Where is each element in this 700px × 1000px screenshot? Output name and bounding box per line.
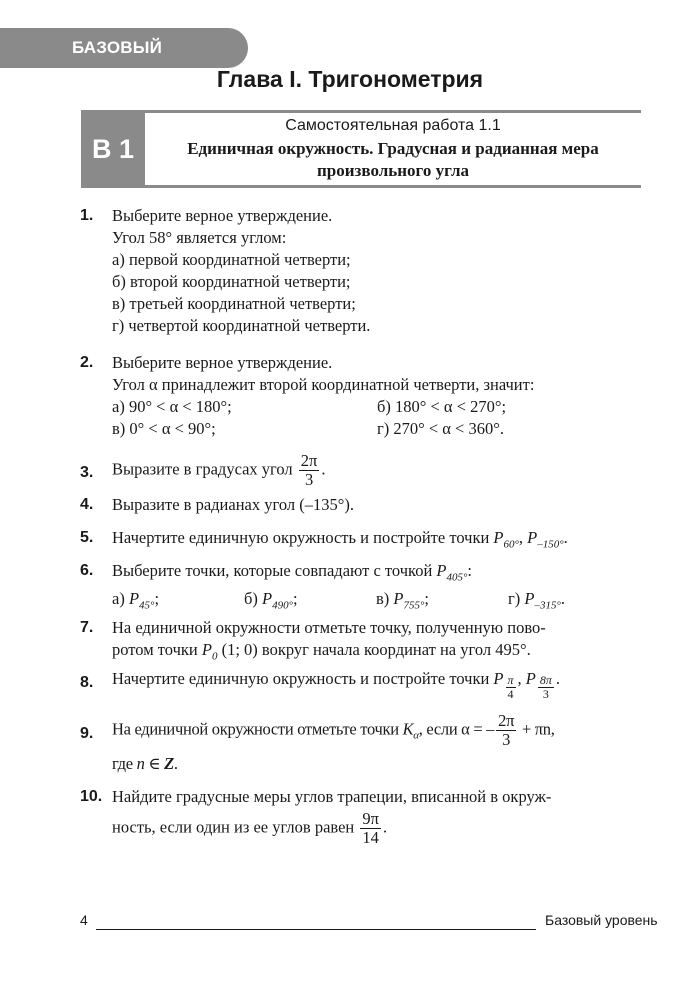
point-symbol: P xyxy=(201,640,212,659)
condition-text: , если α = – xyxy=(418,719,495,739)
semicolon: ; xyxy=(293,589,298,609)
option-label: б) xyxy=(244,589,258,609)
task-text: Выберите верное утверждение. xyxy=(112,353,333,372)
answer-option xyxy=(244,588,376,616)
work-subtitle: Самостоятельная работа 1.1 xyxy=(285,117,501,134)
answer-option: г) четвертой координатной четверти. xyxy=(112,316,371,335)
integers-set: Z xyxy=(164,754,174,773)
task-number: 10. xyxy=(80,788,103,805)
task-text: ротом точки xyxy=(112,640,198,659)
answer-option: а) первой координатной четверти; xyxy=(112,250,351,269)
task-text: На единичной окружности отметьте точки xyxy=(112,719,399,739)
task-number: 8. xyxy=(80,674,94,691)
fraction-denominator: 14 xyxy=(362,828,379,847)
answer-option: в) 0° < α < 90°; xyxy=(112,419,216,438)
fraction xyxy=(496,712,516,749)
task-4 xyxy=(80,494,642,516)
fraction-denominator: 3 xyxy=(542,687,549,701)
task-5 xyxy=(80,527,642,555)
task-text: Начертите единичную окружность и постройте точки xyxy=(112,669,490,688)
point-subscript: α xyxy=(413,729,419,742)
semicolon: ; xyxy=(154,589,160,609)
task-9 xyxy=(80,712,642,775)
work-title-line-2: произвольного угла xyxy=(317,161,469,180)
point-symbol: P xyxy=(128,589,140,609)
task-1 xyxy=(80,205,642,337)
task-text: Начертите единичную окружность и постройте точки xyxy=(112,528,490,547)
answer-option: в) третьей координатной четверти; xyxy=(112,294,356,313)
point-subscript: 755° xyxy=(403,599,425,612)
footer-rule xyxy=(96,929,536,930)
task-3 xyxy=(80,452,642,489)
option-label: в) xyxy=(376,589,390,609)
task-text: На единичной окружности отметьте точку, полученную пово- xyxy=(112,618,546,637)
point-symbol: P xyxy=(525,669,536,688)
point-subscript: –150° xyxy=(537,538,564,551)
subscript-fraction xyxy=(506,674,516,701)
task-number: 1. xyxy=(80,207,94,224)
fraction-numerator: π xyxy=(507,673,514,687)
fraction-numerator: 8π xyxy=(539,673,552,687)
element-of: ∈ xyxy=(144,754,165,773)
task-text: Угол 58° является углом: xyxy=(112,228,287,247)
task-number: 9. xyxy=(80,725,94,742)
header-rule-top xyxy=(145,110,641,113)
level-tab: БАЗОВЫЙ УРОВЕНЬ xyxy=(0,28,248,68)
task-text-end: . xyxy=(382,817,388,837)
task-8 xyxy=(80,668,642,701)
work-title-line-1: Единичная окружность. Градусная и радианная мера xyxy=(187,139,599,158)
fraction-numerator: 2π xyxy=(300,451,318,470)
variant-label: В 1 xyxy=(81,110,145,188)
task-number: 5. xyxy=(80,529,94,546)
separator: , xyxy=(518,528,528,547)
point-symbol: P xyxy=(493,669,504,688)
variable: n xyxy=(136,754,145,773)
task-2 xyxy=(80,352,642,440)
task-text: Выберите верное утверждение. xyxy=(112,206,333,225)
point-subscript: 490° xyxy=(272,599,294,612)
task-10 xyxy=(80,786,642,847)
task-number: 7. xyxy=(80,619,94,636)
fraction-denominator: 3 xyxy=(502,730,511,749)
header-rule-bottom xyxy=(145,185,641,188)
task-number: 4. xyxy=(80,496,94,513)
fraction xyxy=(299,452,320,489)
point-symbol: P xyxy=(262,589,273,609)
period: . xyxy=(560,589,566,609)
point-subscript: 0 xyxy=(211,650,218,663)
point-symbol: P xyxy=(527,528,538,547)
point-symbol: P xyxy=(524,589,535,609)
task-7 xyxy=(80,617,642,667)
option-label: а) xyxy=(112,589,125,609)
answer-option: а) 90° < α < 180°; xyxy=(112,397,232,416)
task-text-end: . xyxy=(321,459,326,479)
point-subscript: 405° xyxy=(446,571,468,584)
task-number: 3. xyxy=(80,464,94,481)
answer-option: б) второй координатной четверти; xyxy=(112,272,351,291)
fraction-numerator: 2π xyxy=(498,711,515,730)
condition-tail: + πn, xyxy=(518,719,555,739)
task-text: ность, если один из ее углов равен xyxy=(112,817,355,837)
task-number: 2. xyxy=(80,354,94,371)
footer-label: Базовый уровень xyxy=(545,912,658,928)
point-subscript: –315° xyxy=(534,599,561,612)
answer-option xyxy=(376,588,508,616)
point-symbol: P xyxy=(493,528,504,547)
task-text: Выберите точки, которые совпадают с точкой xyxy=(112,561,433,580)
point-subscript: 60° xyxy=(503,538,519,551)
colon: : xyxy=(467,561,473,580)
task-number: 6. xyxy=(80,562,94,579)
task-text: Угол α принадлежит второй координатной четверти, значит: xyxy=(112,375,535,394)
task-text: Выразите в радианах угол (–135°). xyxy=(112,495,354,514)
period: . xyxy=(173,754,178,773)
task-text-end: . xyxy=(555,669,561,688)
point-symbol: P xyxy=(393,589,404,609)
task-text: (1; 0) вокруг начала координат на угол 495°. xyxy=(221,640,531,659)
point-symbol: P xyxy=(436,561,447,580)
chapter-title: Глава I. Тригонометрия xyxy=(216,66,484,92)
task-6 xyxy=(80,560,642,617)
subscript-fraction xyxy=(538,674,554,701)
option-label: г) xyxy=(508,589,521,609)
answer-option: б) 180° < α < 270°; xyxy=(377,397,507,416)
answer-option: г) 270° < α < 360°. xyxy=(377,419,504,438)
task-text-end: . xyxy=(563,528,568,547)
point-subscript: 45° xyxy=(139,599,155,612)
fraction xyxy=(360,810,381,847)
fraction-numerator: 9π xyxy=(362,809,379,828)
work-title xyxy=(151,138,635,182)
fraction-denominator: 4 xyxy=(507,687,514,701)
task-text: Найдите градусные меры углов трапеции, вписанной в окруж- xyxy=(112,787,552,806)
task-text: где xyxy=(112,754,133,773)
answer-option xyxy=(112,588,244,616)
page-number: 4 xyxy=(80,912,88,928)
semicolon: ; xyxy=(424,589,430,609)
separator: , xyxy=(517,669,526,688)
point-symbol: K xyxy=(402,719,414,739)
work-header xyxy=(81,110,641,188)
answer-option xyxy=(508,588,628,616)
task-text: Выразите в градусах угол xyxy=(112,459,293,479)
fraction-denominator: 3 xyxy=(304,470,314,489)
